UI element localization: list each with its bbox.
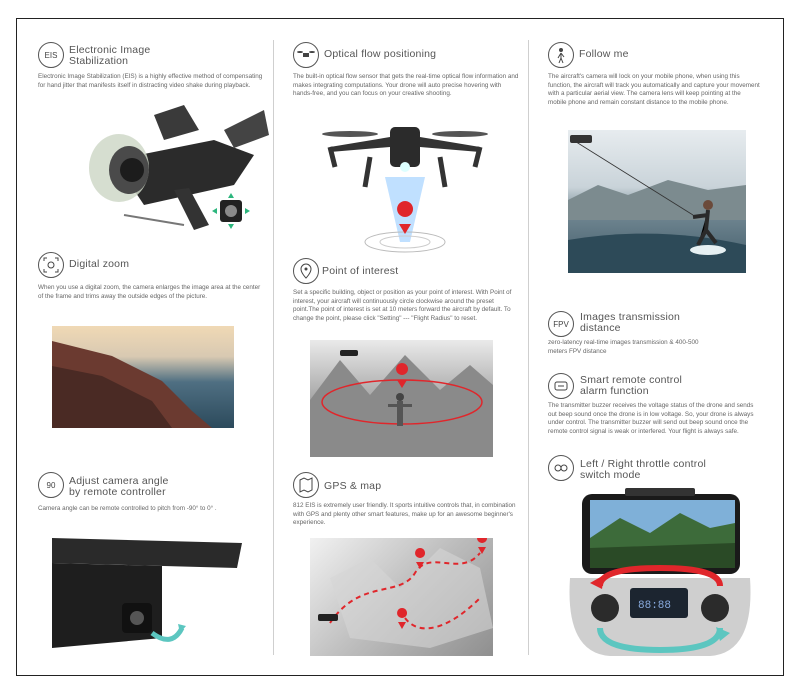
drone-icon — [293, 42, 319, 68]
camera-angle-description: Camera angle can be remote controlled to pitch from -90° to 0° . — [38, 505, 217, 512]
fpv-icon: FPV — [548, 311, 574, 337]
alarm-description: The transmitter buzzer receives the voltage status of the drone and sends out beep sound once the drone is in low voltage. So, your drone is always under control. The transmitter buzzer will send out beep sound once the remote control signal is weak or interfered. Your flight is always safe. — [548, 402, 754, 435]
zoom-cliff-image — [52, 326, 234, 428]
follow-title: Follow me — [579, 48, 629, 60]
zoom-icon — [38, 252, 64, 278]
remote-controller-image — [560, 488, 760, 656]
location-icon — [293, 258, 319, 284]
camera-gimbal-image — [52, 538, 242, 656]
alarm-title: Smart remote control alarm function — [580, 374, 683, 397]
eis-icon: EIS — [38, 42, 64, 68]
eis-drone-image — [24, 100, 272, 235]
camera-angle-title: Adjust camera angle by remote controller — [69, 475, 169, 498]
column-divider — [273, 40, 274, 655]
gps-icon — [293, 472, 319, 498]
eis-description: Electronic Image Stabilization (EIS) is a highly effective method of compensating for hand jitter that manifests itself in distracting video shake during playback. — [38, 73, 263, 89]
follow-wakeboard-image — [568, 130, 746, 273]
follow-description: The aircraft's camera will lock on your mobile phone, when using this function, the aircraft will track you automatically and capture your movement with a particular aerial view. The camera lens will keep pointing at the mobile phone and remain constant distance to the mobile phone. — [548, 73, 760, 106]
zoom-title: Digital zoom — [69, 258, 130, 270]
optical-drone-image — [310, 112, 500, 260]
zoom-description: When you use a digital zoom, the camera enlarges the image area at the center of the frame and trims away the outside edges of the picture. — [38, 284, 261, 300]
camera-angle-icon: 90 — [38, 472, 64, 498]
poi-title: Point of interest — [322, 265, 399, 277]
alarm-icon — [548, 373, 574, 399]
column-divider — [528, 40, 529, 655]
throttle-title: Left / Right throttle control switch mode — [580, 458, 707, 481]
optical-description: The built-in optical flow sensor that gets the real-time optical flow information and makes integrating computations. Your drone will auto precise hovering with hands-free, and you can focus on your creative shooting. — [293, 73, 519, 97]
person-icon — [548, 42, 574, 68]
gps-description: 812 EIS is extremely user friendly. It sports intuitive controls that, in combination with GPS and plenty other smart features, make up for an awesome beginner's experience. — [293, 502, 516, 526]
gps-title: GPS & map — [324, 480, 382, 492]
poi-mountain-image — [310, 340, 493, 457]
gps-map-image — [310, 538, 493, 656]
svg-text:88:88: 88:88 — [638, 600, 672, 612]
fpv-title: Images transmission distance — [580, 311, 681, 334]
eis-title: Electronic Image Stabilization — [69, 44, 151, 67]
fpv-description: zero-latency real-time images transmission & 400-500 meters FPV distance — [548, 339, 699, 355]
poi-description: Set a specific building, object or position as your point of interest. With Point of interest, your aircraft will continuously circle clockwise around the preset point.The point of interest is set at 10 meters forward the aircraft by default. To change the point, please click "Setting" --- "Flight Radius" to reset. — [293, 289, 512, 322]
throttle-icon — [548, 455, 574, 481]
optical-title: Optical flow positioning — [324, 48, 437, 60]
